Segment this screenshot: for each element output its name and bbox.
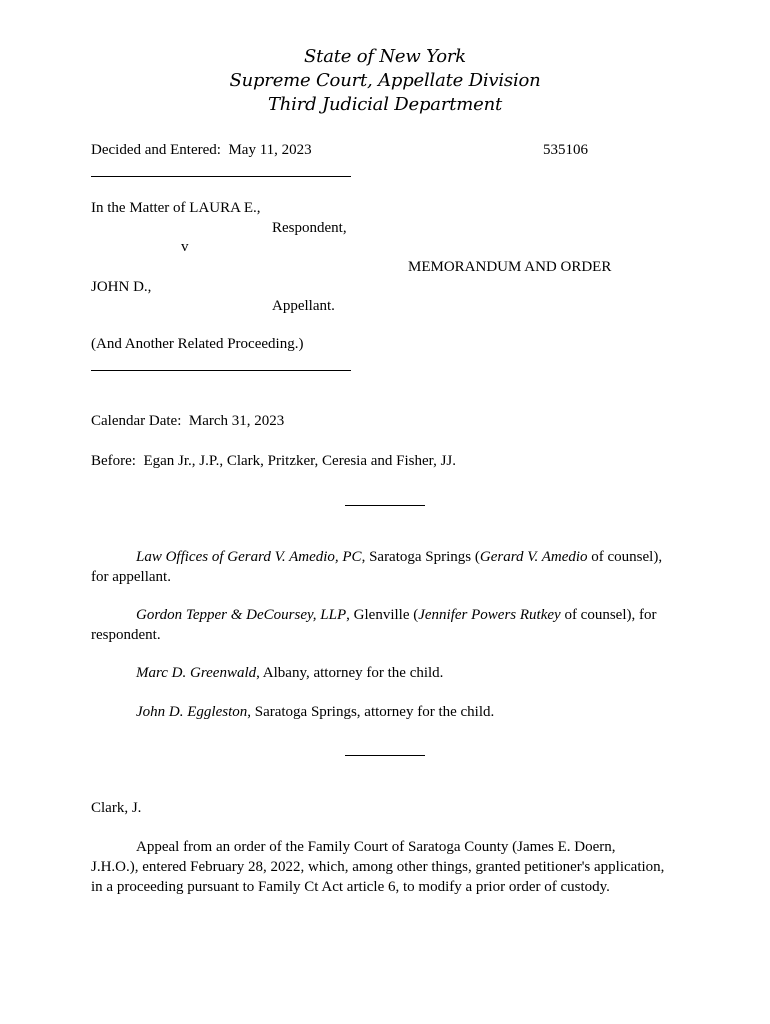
separator-rule-2	[345, 755, 425, 756]
caption-role-appellant: Appellant.	[272, 298, 335, 314]
counsel-appellant: Law Offices of Gerard V. Amedio, PC, Saratoga Springs (Gerard V. Amedio of counsel), for appellant.	[91, 549, 663, 585]
calendar-date: March 31, 2023	[188, 413, 285, 429]
counsel-respondent: Gordon Tepper & DeCoursey, LLP, Glenville (Jennifer Powers Rutkey of counsel), for respondent.	[91, 607, 657, 643]
decided-line	[91, 140, 312, 160]
counsel-firm: Law Offices of Gerard V. Amedio, PC	[136, 549, 362, 565]
counsel-firm: Gordon Tepper & DeCoursey, LLP	[136, 607, 347, 623]
before-judges: Egan Jr., J.P., Clark, Pritzker, Ceresia and Fisher, JJ.	[143, 453, 456, 469]
opinion-body: Appeal from an order of the Family Court of Saratoga County (James E. Doern, J.H.O.), entered February 28, 2022, which, among other things, granted petitioner's application, in a proceeding pursuant to Family Ct Act article 6, to modify a prior order of custody.	[91, 839, 665, 895]
court-heading: Supreme Court, Appellate Division	[229, 70, 541, 91]
counsel-attorney: Jennifer Powers Rutkey	[418, 607, 561, 623]
counsel-child-1: Marc D. Greenwald, Albany, attorney for the child.	[136, 665, 444, 681]
department-heading: Third Judicial Department	[267, 94, 503, 115]
caption-party-appellant: JOHN D.,	[91, 279, 152, 295]
caption-role-respondent: Respondent,	[272, 220, 347, 236]
before-label: Before:	[91, 453, 136, 469]
calendar-line	[91, 411, 284, 431]
counsel-attorney: Gerard V. Amedio	[479, 549, 588, 565]
caption-related: (And Another Related Proceeding.)	[91, 336, 304, 352]
docket-number: 535106	[543, 142, 588, 158]
caption-rule-bottom	[91, 370, 351, 371]
decided-label: Decided and Entered:	[91, 142, 221, 158]
caption-matter: In the Matter of LAURA E.,	[91, 200, 261, 216]
calendar-label: Calendar Date:	[91, 413, 182, 429]
document-title: MEMORANDUM AND ORDER	[408, 259, 612, 275]
decided-date: May 11, 2023	[228, 142, 312, 158]
caption-versus: v	[181, 239, 189, 255]
separator-rule-1	[345, 505, 425, 506]
counsel-attorney: Marc D. Greenwald	[136, 665, 257, 681]
state-heading: State of New York	[304, 46, 466, 67]
before-line	[91, 451, 456, 471]
opinion-author: Clark, J.	[91, 800, 142, 816]
caption-rule-top	[91, 176, 351, 177]
counsel-attorney: John D. Eggleston	[136, 704, 248, 720]
counsel-child-2: John D. Eggleston, Saratoga Springs, attorney for the child.	[136, 704, 495, 720]
